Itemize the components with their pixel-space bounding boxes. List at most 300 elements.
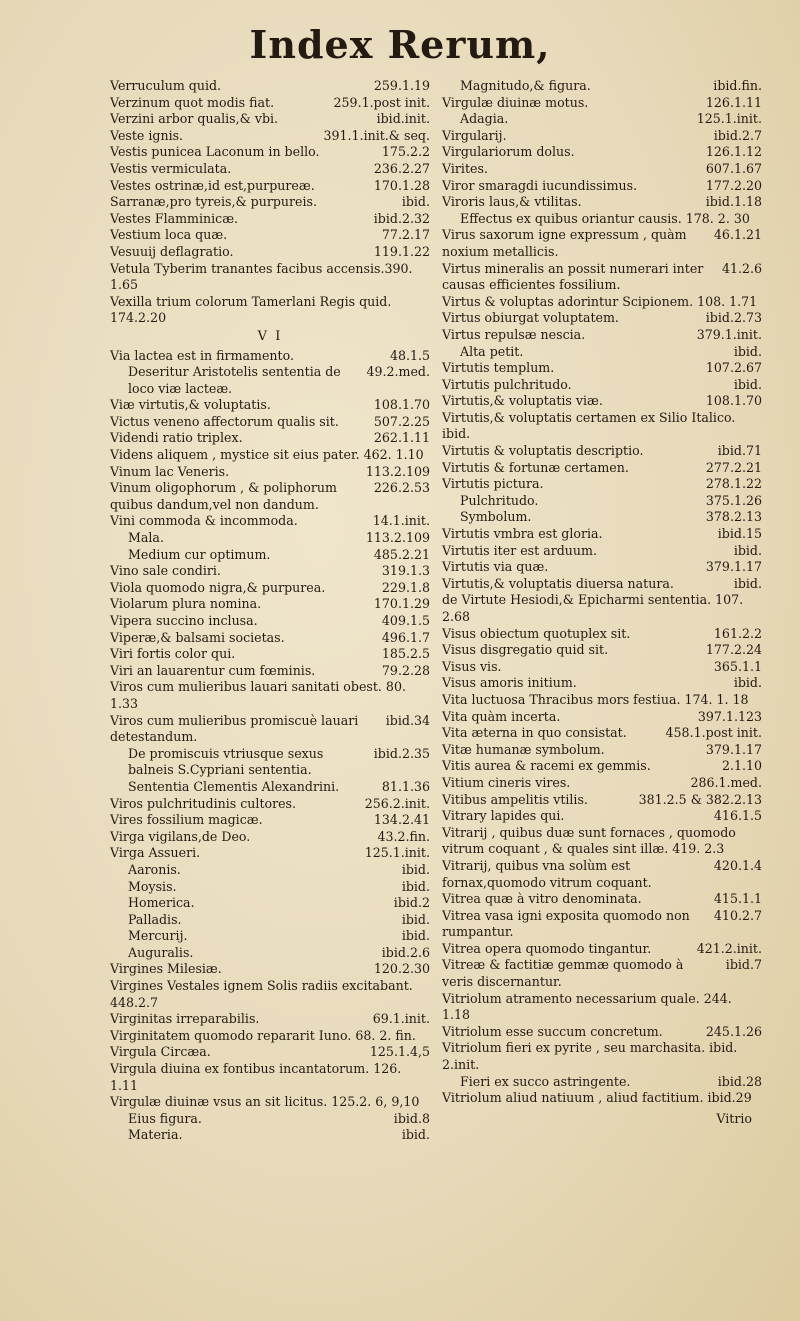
entry-text: Viroris laus,& vtilitas.	[442, 194, 582, 210]
index-entry	[110, 1044, 430, 1061]
page-reference: 46.1.21	[713, 227, 762, 243]
index-entry	[110, 513, 430, 530]
entry-text: Via lactea est in firmamento.	[110, 347, 294, 363]
entry-text: Vinum oligophorum , & poliphorum quibus dandum,vel non dandum.	[110, 480, 337, 512]
page-reference: ibid.2.6	[381, 944, 430, 960]
page-reference: 49.2.med.	[366, 364, 430, 380]
index-entry	[442, 1090, 762, 1107]
index-entry	[110, 144, 430, 161]
index-entry	[442, 991, 762, 1024]
index-entry	[110, 364, 430, 397]
entry-text: Virtus & voluptas adorintur Scipionem. 108. 1.71	[442, 293, 758, 309]
index-entry	[110, 713, 430, 746]
entry-text: Virtutis & voluptatis descriptio.	[442, 443, 644, 459]
page-reference: ibid.init.	[376, 111, 430, 127]
page-reference: ibid.	[733, 376, 762, 392]
entry-text: Alta petit.	[460, 343, 524, 359]
entry-text: Vini commoda & incommoda.	[110, 513, 298, 529]
index-entry	[110, 1111, 430, 1128]
index-entry	[442, 709, 762, 726]
entry-text: Virgula diuina ex fontibus incantatorum. 126. 1.11	[110, 1061, 402, 1093]
page-reference: 177.2.24	[705, 642, 762, 658]
index-entry	[110, 928, 430, 945]
page-reference: ibid.	[401, 928, 430, 944]
page-reference: 79.2.28	[381, 662, 430, 678]
page-reference: 485.2.21	[373, 546, 430, 562]
index-entry	[442, 493, 762, 510]
index-entry	[110, 244, 430, 261]
page-reference: ibid.	[733, 343, 762, 359]
page-reference: ibid.2.32	[373, 210, 430, 226]
page-reference: ibid.	[401, 1127, 430, 1143]
index-entry	[442, 327, 762, 344]
index-entry	[442, 891, 762, 908]
index-entry	[442, 95, 762, 112]
page-reference: 125.1.init.	[364, 845, 430, 861]
entry-text: Vitriolum aliud natiuum , aliud factitium. ibid.29	[442, 1090, 752, 1106]
entry-text: Virga Assueri.	[110, 845, 201, 861]
page-reference: 120.2.30	[373, 961, 430, 977]
entry-text: Homerica.	[128, 895, 195, 911]
entry-text: Adagia.	[460, 111, 509, 127]
page-reference: ibid.1.18	[705, 194, 762, 210]
page-reference: ibid.34	[385, 712, 430, 728]
entry-text: Aaronis.	[128, 861, 181, 877]
entry-text: Vestis vermiculata.	[110, 160, 232, 176]
entry-text: Mala.	[128, 530, 164, 546]
entry-text: Vitrarij, quibus vna solùm est fornax,quomodo vitrum coquant.	[442, 857, 652, 890]
page-reference: 170.1.28	[373, 177, 430, 193]
entry-text: Vitreæ & factitiæ gemmæ quomodo à veris discernantur.	[442, 957, 684, 990]
page-reference: ibid.28	[717, 1073, 762, 1089]
entry-text: Effectus ex quibus oriantur causis. 178. 2. 30	[460, 210, 750, 226]
entry-text: Vitis aurea & racemi ex gemmis.	[442, 758, 651, 774]
entry-text: Vita luctuosa Thracibus mors festiua. 174. 1. 18	[442, 691, 749, 707]
entry-text: Virtus repulsæ nescia.	[442, 326, 586, 342]
index-entry	[110, 95, 430, 112]
entry-text: Sarranæ,pro tyreis,& purpureis.	[110, 194, 317, 210]
page-title: Index Rerum,	[249, 22, 551, 67]
entry-text: Virtutis,& voluptatis certamen ex Silio Italico. ibid.	[442, 409, 736, 442]
page-reference: 607.1.67	[705, 160, 762, 176]
page-reference: ibid.	[401, 194, 430, 210]
index-entry	[110, 261, 430, 294]
entry-text: Virgulariorum dolus.	[442, 144, 575, 160]
index-entry	[110, 178, 430, 195]
entry-text: Vitriolum atramento necessarium quale. 244. 1.18	[442, 990, 732, 1023]
entry-text: Virtutis pictura.	[442, 476, 544, 492]
entry-text: Vesuuij deflagratio.	[110, 243, 234, 259]
page-reference: 125.1.init.	[696, 111, 762, 127]
entry-text: Vita quàm incerta.	[442, 708, 561, 724]
entry-text: Virus saxorum igne expressum , quàm noxium metallicis.	[442, 227, 687, 259]
entry-text: Viros cum mulieribus promiscuè lauari detestandum.	[110, 712, 359, 745]
page-reference: 391.1.init.& seq.	[323, 127, 430, 143]
entry-text: Vetula Tyberim tranantes facibus accensis.390. 1.65	[110, 260, 413, 293]
entry-text: Vitrea quæ à vitro denominata.	[442, 891, 642, 907]
entry-text: Viæ virtutis,& voluptatis.	[110, 397, 271, 413]
index-entry	[110, 464, 430, 481]
page-reference: 119.1.22	[373, 243, 430, 259]
entry-text: Pulchritudo.	[460, 492, 539, 508]
index-entry	[110, 978, 430, 1011]
page-reference: 177.2.20	[705, 177, 762, 193]
entry-text: Viros pulchritudinis cultores.	[110, 795, 297, 811]
catchword: Vitrio	[716, 1110, 752, 1126]
page-reference: 126.1.12	[705, 144, 762, 160]
index-entry	[442, 344, 762, 361]
index-entry	[110, 912, 430, 929]
page-reference: 262.1.11	[373, 430, 430, 446]
page-reference: 421.2.init.	[696, 940, 762, 956]
page-reference: 379.1.17	[705, 559, 762, 575]
index-entry	[110, 227, 430, 244]
entry-text: Virginitatem quomodo repararit Iuno. 68. 2. fin.	[110, 1027, 416, 1043]
page-reference: 81.1.36	[381, 778, 430, 794]
entry-text: Virginitas irreparabilis.	[110, 1011, 260, 1027]
index-entry	[110, 447, 430, 464]
page-reference: ibid.2	[393, 895, 430, 911]
index-entry	[110, 1094, 430, 1111]
page-reference: 108.1.70	[373, 397, 430, 413]
page-reference: 125.1.4,5	[369, 1044, 430, 1060]
index-entry	[442, 443, 762, 460]
entry-text: Virgulæ diuinæ vsus an sit licitus. 125.2. 6, 9,10	[110, 1094, 420, 1110]
index-entry	[110, 895, 430, 912]
index-entry	[110, 1061, 430, 1094]
entry-text: Vestes Flamminicæ.	[110, 210, 239, 226]
page-reference: 379.1.init.	[696, 326, 762, 342]
page-reference: ibid.fin.	[713, 78, 762, 93]
page-reference: 379.1.17	[705, 741, 762, 757]
index-entry	[442, 642, 762, 659]
page-reference: 458.1.post init.	[665, 725, 762, 741]
index-entry	[110, 194, 430, 211]
entry-text: Visus obiectum quotuplex sit.	[442, 625, 631, 641]
entry-text: Virgines Milesiæ.	[110, 961, 222, 977]
entry-text: Verruculum quid.	[110, 78, 222, 93]
page-reference: 416.1.5	[713, 808, 762, 824]
entry-text: Viri an lauarentur cum fœminis.	[110, 662, 316, 678]
page-reference: 108.1.70	[705, 393, 762, 409]
index-entry	[110, 430, 430, 447]
index-entry	[442, 957, 762, 990]
index-entry	[442, 161, 762, 178]
page-reference: ibid.	[733, 675, 762, 691]
page-reference: 229.1.8	[381, 579, 430, 595]
index-entry	[110, 879, 430, 896]
entry-text: Vitrea vasa igni exposita quomodo non rumpantur.	[442, 907, 690, 940]
page-reference: 397.1.123	[697, 708, 762, 724]
entry-text: Visus disgregatio quid sit.	[442, 642, 609, 658]
index-entry	[110, 414, 430, 431]
page-reference: 175.2.2	[381, 144, 430, 160]
page-reference: 420.1.4	[713, 857, 762, 873]
page-reference: 236.2.27	[373, 160, 430, 176]
entry-text: Virtutis,& voluptatis diuersa natura.	[442, 575, 674, 591]
page-reference: 277.2.21	[705, 459, 762, 475]
entry-text: de Virtute Hesiodi,& Epicharmi sententia. 107. 2.68	[442, 592, 744, 624]
entry-text: Deseritur Aristotelis sententia de loco viæ lacteæ.	[128, 364, 341, 396]
index-entry	[442, 941, 762, 958]
entry-text: Vipera succino inclusa.	[110, 613, 258, 628]
page-reference: ibid.	[401, 861, 430, 877]
index-entry	[110, 397, 430, 414]
page-reference: 161.2.2	[713, 625, 762, 641]
entry-text: Vitrary lapides qui.	[442, 808, 565, 824]
entry-text: Visus amoris initium.	[442, 675, 577, 691]
index-entry	[442, 377, 762, 394]
entry-text: Veste ignis.	[110, 127, 184, 143]
entry-text: Vitibus ampelitis vtilis.	[442, 791, 588, 807]
index-entry	[442, 1040, 762, 1073]
entry-text: Viri fortis color qui.	[110, 646, 236, 662]
entry-text: Fieri ex succo astringente.	[460, 1073, 631, 1089]
page-reference: 507.2.25	[373, 413, 430, 429]
entry-text: Viror smaragdi iucundissimus.	[442, 177, 638, 193]
page-reference: 226.2.53	[373, 480, 430, 496]
index-entry	[110, 1028, 430, 1045]
index-entry	[442, 460, 762, 477]
page-reference: ibid.71	[717, 443, 762, 459]
entry-text: Vitrarij , quibus duæ sunt fornaces , quomodo vitrum coquant , & quales sint illæ. 419. 2.3	[442, 824, 736, 857]
page-reference: 113.2.109	[365, 530, 430, 546]
index-entry	[110, 211, 430, 228]
index-entry	[442, 808, 762, 825]
entry-text: Moysis.	[128, 878, 177, 894]
page-reference: 381.2.5 & 382.2.13	[638, 791, 762, 807]
entry-text: Videns aliquem , mystice sit eius pater. 462. 1.10	[110, 447, 424, 463]
index-entry	[442, 476, 762, 493]
index-entry	[442, 626, 762, 643]
entry-text: Victus veneno affectorum qualis sit.	[110, 413, 339, 429]
page-reference: ibid.2.7	[713, 127, 762, 143]
entry-text: De promiscuis vtriusque sexus balneis S.Cypriani sententia.	[128, 745, 324, 778]
page-reference: ibid.	[401, 878, 430, 894]
index-entry	[442, 360, 762, 377]
index-entry	[110, 348, 430, 365]
entry-text: Vinum lac Veneris.	[110, 463, 230, 479]
index-entry	[442, 576, 762, 593]
entry-text: Virtutis iter est arduum.	[442, 542, 597, 558]
page-reference: 409.1.5	[381, 613, 430, 628]
page-reference: 245.1.26	[705, 1023, 762, 1039]
index-entry	[110, 663, 430, 680]
index-entry	[442, 509, 762, 526]
index-entry	[442, 692, 762, 709]
index-entry	[442, 825, 762, 858]
index-entry	[442, 78, 762, 95]
page-reference: ibid.	[401, 911, 430, 927]
entry-text: Visus vis.	[442, 658, 502, 674]
page-reference: ibid.2.35	[373, 745, 430, 761]
left-column	[110, 78, 430, 1144]
entry-text: Vitriolum esse succum concretum.	[442, 1023, 663, 1039]
index-entry	[110, 161, 430, 178]
index-entry	[110, 862, 430, 879]
page-reference: 43.2.fin.	[377, 828, 430, 844]
entry-text: Verzini arbor qualis,& vbi.	[110, 111, 279, 127]
index-entry	[110, 111, 430, 128]
index-entry	[442, 908, 762, 941]
entry-text: Videndi ratio triplex.	[110, 430, 243, 446]
index-entry	[110, 845, 430, 862]
index-entry	[110, 812, 430, 829]
page-reference: 365.1.1	[713, 658, 762, 674]
index-entry	[110, 679, 430, 712]
entry-text: Virtutis pulchritudo.	[442, 376, 572, 392]
entry-text: Virites.	[442, 160, 488, 176]
entry-text: Viros cum mulieribus lauari sanitati obest. 80. 1.33	[110, 679, 406, 711]
index-entry	[110, 630, 430, 647]
entry-text: Vino sale condiri.	[110, 563, 221, 579]
index-entry	[442, 227, 762, 260]
entry-text: Magnitudo,& figura.	[460, 78, 591, 93]
entry-text: Viperæ,& balsami societas.	[110, 629, 285, 645]
entry-text: Virgulæ diuinæ motus.	[442, 94, 589, 110]
entry-text: Vitrea opera quomodo tingantur.	[442, 940, 652, 956]
index-entry	[110, 580, 430, 597]
entry-text: Virgula Circæa.	[110, 1044, 211, 1060]
entry-text: Vires fossilium magicæ.	[110, 812, 263, 828]
index-entry	[442, 775, 762, 792]
entry-text: Vexilla trium colorum Tamerlani Regis quid. 174.2.20	[110, 293, 392, 326]
entry-text: Vita æterna in quo consistat.	[442, 725, 627, 741]
entry-text: Vestes ostrinæ,id est,purpureæ.	[110, 177, 315, 193]
index-entry	[110, 563, 430, 580]
entry-text: Vestium loca quæ.	[110, 227, 228, 243]
entry-text: Virtus obiurgat voluptatem.	[442, 310, 619, 326]
page-reference: 113.2.109	[365, 463, 430, 479]
index-entry	[110, 945, 430, 962]
index-entry	[110, 796, 430, 813]
index-entry	[442, 111, 762, 128]
entry-text: Palladis.	[128, 911, 182, 927]
page-reference: 256.2.init.	[364, 795, 430, 811]
page-reference: 375.1.26	[705, 492, 762, 508]
index-entry	[442, 792, 762, 809]
entry-text: Vestis punicea Laconum in bello.	[110, 144, 320, 160]
index-entry	[110, 547, 430, 564]
page-reference: 259.1.post init.	[333, 94, 430, 110]
index-entry	[442, 211, 762, 228]
index-entry	[442, 858, 762, 891]
page-reference: 77.2.17	[381, 227, 430, 243]
index-entry	[442, 393, 762, 410]
page-reference: 415.1.1	[713, 891, 762, 907]
index-entry	[442, 310, 762, 327]
page-reference: 41.2.6	[721, 260, 762, 276]
entry-text: Virgines Vestales ignem Solis radiis excitabant. 448.2.7	[110, 978, 413, 1010]
index-entry	[110, 530, 430, 547]
index-entry	[442, 742, 762, 759]
index-entry	[442, 543, 762, 560]
index-entry	[442, 1024, 762, 1041]
index-entry	[110, 646, 430, 663]
page-reference: 185.2.5	[381, 646, 430, 662]
entry-text: Virtutis vmbra est gloria.	[442, 526, 603, 542]
entry-text: Violarum plura nomina.	[110, 596, 262, 612]
index-entry	[442, 592, 762, 625]
page-reference: 126.1.11	[705, 94, 762, 110]
index-entry	[442, 559, 762, 576]
entry-text: Virga vigilans,de Deo.	[110, 828, 251, 844]
page-reference: 107.2.67	[705, 360, 762, 376]
index-entry	[442, 1074, 762, 1091]
page-reference: ibid.15	[717, 526, 762, 542]
page-reference: ibid.7	[725, 957, 762, 973]
index-entry	[442, 178, 762, 195]
right-column	[442, 78, 762, 1127]
page-reference: ibid.	[733, 542, 762, 558]
entry-text: Virtutis templum.	[442, 360, 555, 376]
index-entry	[442, 725, 762, 742]
index-entry	[110, 1127, 430, 1144]
index-entry	[110, 746, 430, 779]
page-reference: 496.1.7	[381, 629, 430, 645]
index-entry	[110, 829, 430, 846]
index-entry	[110, 613, 430, 630]
entry-text: Virgularij.	[442, 127, 507, 143]
index-entry	[442, 261, 762, 294]
entry-text: Virtus mineralis an possit numerari inter causas efficientes fossilium.	[442, 260, 704, 293]
entry-text: Materia.	[128, 1127, 183, 1143]
page-reference: 170.1.29	[373, 596, 430, 612]
index-entry	[110, 480, 430, 513]
index-entry	[110, 596, 430, 613]
index-entry	[110, 128, 430, 145]
index-entry	[442, 758, 762, 775]
index-entry	[110, 78, 430, 95]
index-entry	[442, 128, 762, 145]
entry-text: Viola quomodo nigra,& purpurea.	[110, 579, 326, 595]
entry-text: Sententia Clementis Alexandrini.	[128, 778, 340, 794]
entry-text: Auguralis.	[128, 944, 194, 960]
page-reference: 14.1.init.	[372, 513, 430, 529]
page-reference: 278.1.22	[705, 476, 762, 492]
page-reference: 319.1.3	[381, 563, 430, 579]
index-entry	[442, 675, 762, 692]
page-reference: ibid.	[733, 575, 762, 591]
page-reference: 286.1.med.	[690, 774, 762, 790]
index-entry	[442, 144, 762, 161]
entry-text: Mercurij.	[128, 928, 188, 944]
entry-text: Vitæ humanæ symbolum.	[442, 741, 605, 757]
page-reference: 410.2.7	[713, 907, 762, 923]
index-entry	[442, 659, 762, 676]
entry-text: Virtutis,& voluptatis viæ.	[442, 393, 603, 409]
page-reference: 2.1.10	[721, 758, 762, 774]
index-entry	[110, 294, 430, 327]
index-entry	[442, 294, 762, 311]
index-entry	[442, 526, 762, 543]
index-entry	[110, 779, 430, 796]
entry-text: Vitium cineris vires.	[442, 774, 571, 790]
entry-text: Eius figura.	[128, 1110, 202, 1126]
page-reference: 134.2.41	[373, 812, 430, 828]
index-entry	[442, 194, 762, 211]
index-entry	[442, 410, 762, 443]
page-reference: 259.1.19	[373, 78, 430, 93]
section-heading	[110, 329, 430, 346]
page-reference: ibid.8	[393, 1110, 430, 1126]
page-reference: ibid.2.73	[705, 310, 762, 326]
entry-text: Medium cur optimum.	[128, 546, 271, 562]
page-reference: 69.1.init.	[372, 1011, 430, 1027]
page-reference: 48.1.5	[389, 347, 430, 363]
entry-text: Vitriolum fieri ex pyrite , seu marchasita. ibid. 2.init.	[442, 1040, 738, 1073]
entry-text: Virtutis & fortunæ certamen.	[442, 459, 629, 475]
